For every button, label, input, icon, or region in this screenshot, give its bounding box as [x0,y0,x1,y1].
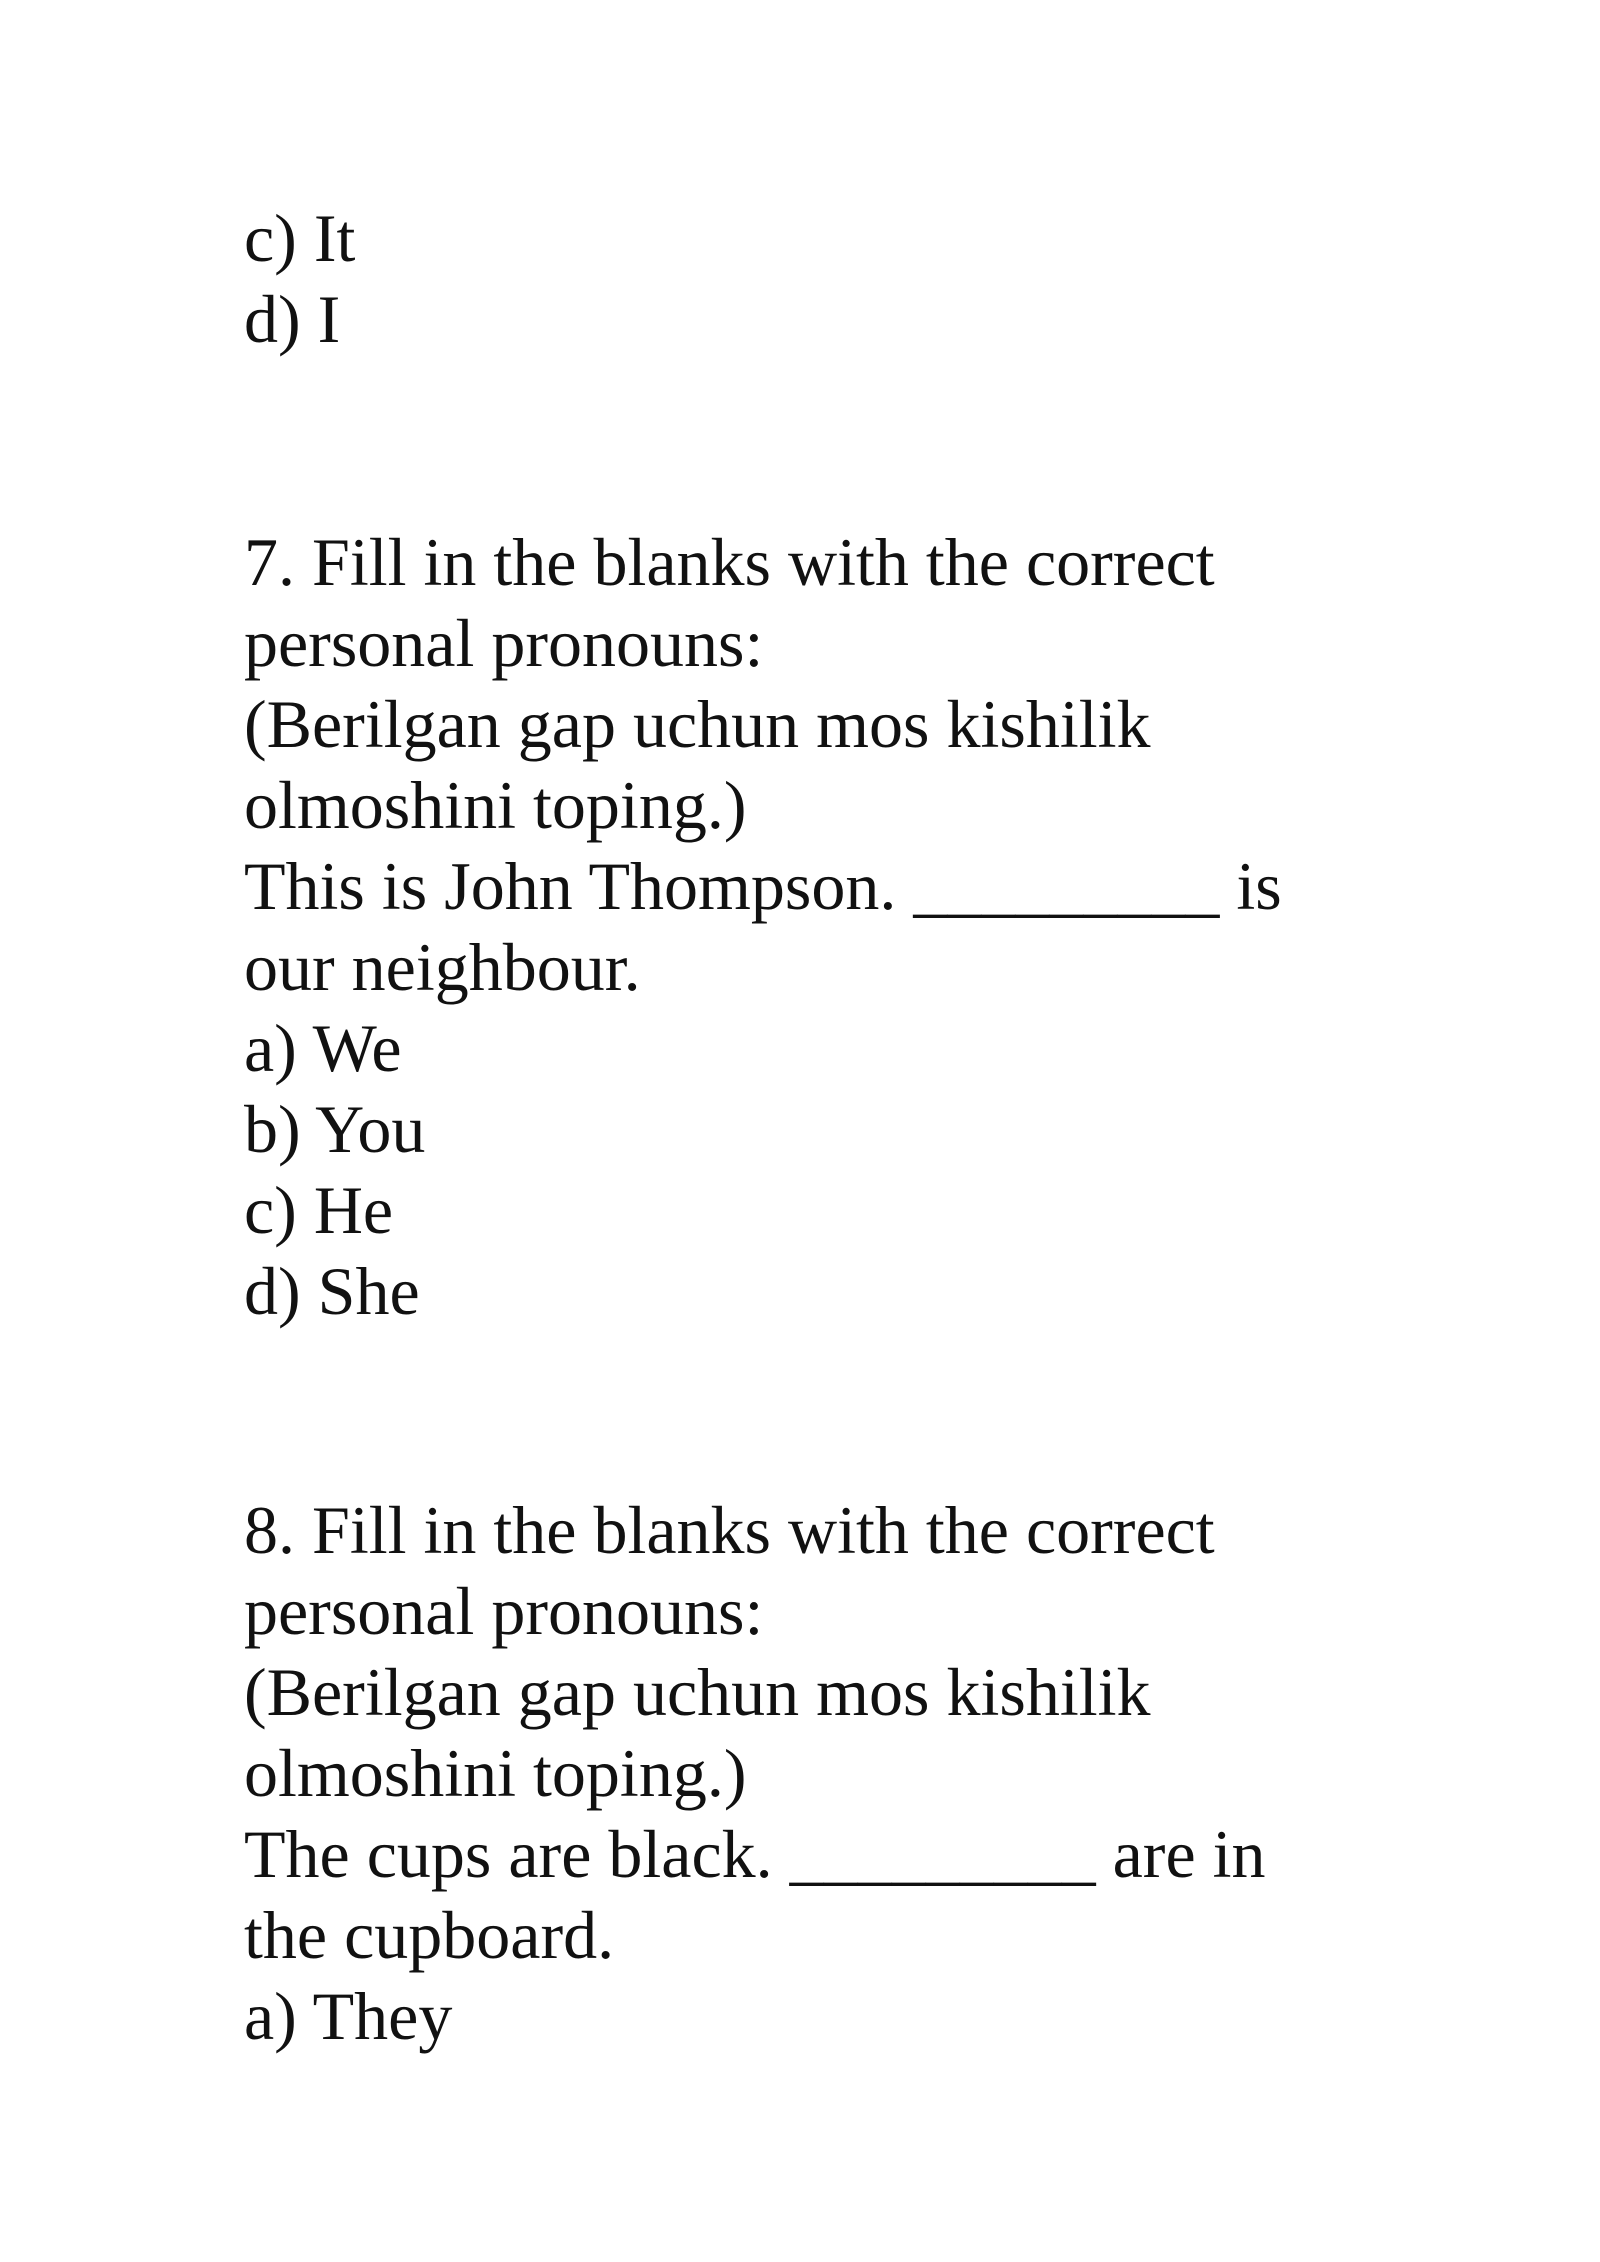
question-7-line-1: 7. Fill in the blanks with the correct [244,524,1215,600]
question-8-option-a: a) They [244,1978,453,2054]
question-8-line-1: 8. Fill in the blanks with the correct [244,1492,1215,1568]
question-8-line-5: The cups are black. _________ are in [244,1816,1266,1892]
question-7-option-d: d) She [244,1253,420,1329]
previous-question-options [244,198,355,360]
question-8-line-4: olmoshini toping.) [244,1735,747,1811]
option-d: d) I [244,281,341,357]
question-8-line-6: the cupboard. [244,1897,615,1973]
question-7-line-6: our neighbour. [244,929,641,1005]
question-7 [244,522,1282,1332]
question-7-line-3: (Berilgan gap uchun mos kishilik [244,686,1151,762]
question-8 [244,1490,1266,2057]
question-7-line-2: personal pronouns: [244,605,764,681]
question-7-line-5: This is John Thompson. _________ is [244,848,1282,924]
question-8-line-2: personal pronouns: [244,1573,764,1649]
question-7-option-c: c) He [244,1172,394,1248]
question-7-line-4: olmoshini toping.) [244,767,747,843]
question-7-option-b: b) You [244,1091,426,1167]
question-7-option-a: a) We [244,1010,402,1086]
question-8-line-3: (Berilgan gap uchun mos kishilik [244,1654,1151,1730]
option-c: c) It [244,200,356,276]
